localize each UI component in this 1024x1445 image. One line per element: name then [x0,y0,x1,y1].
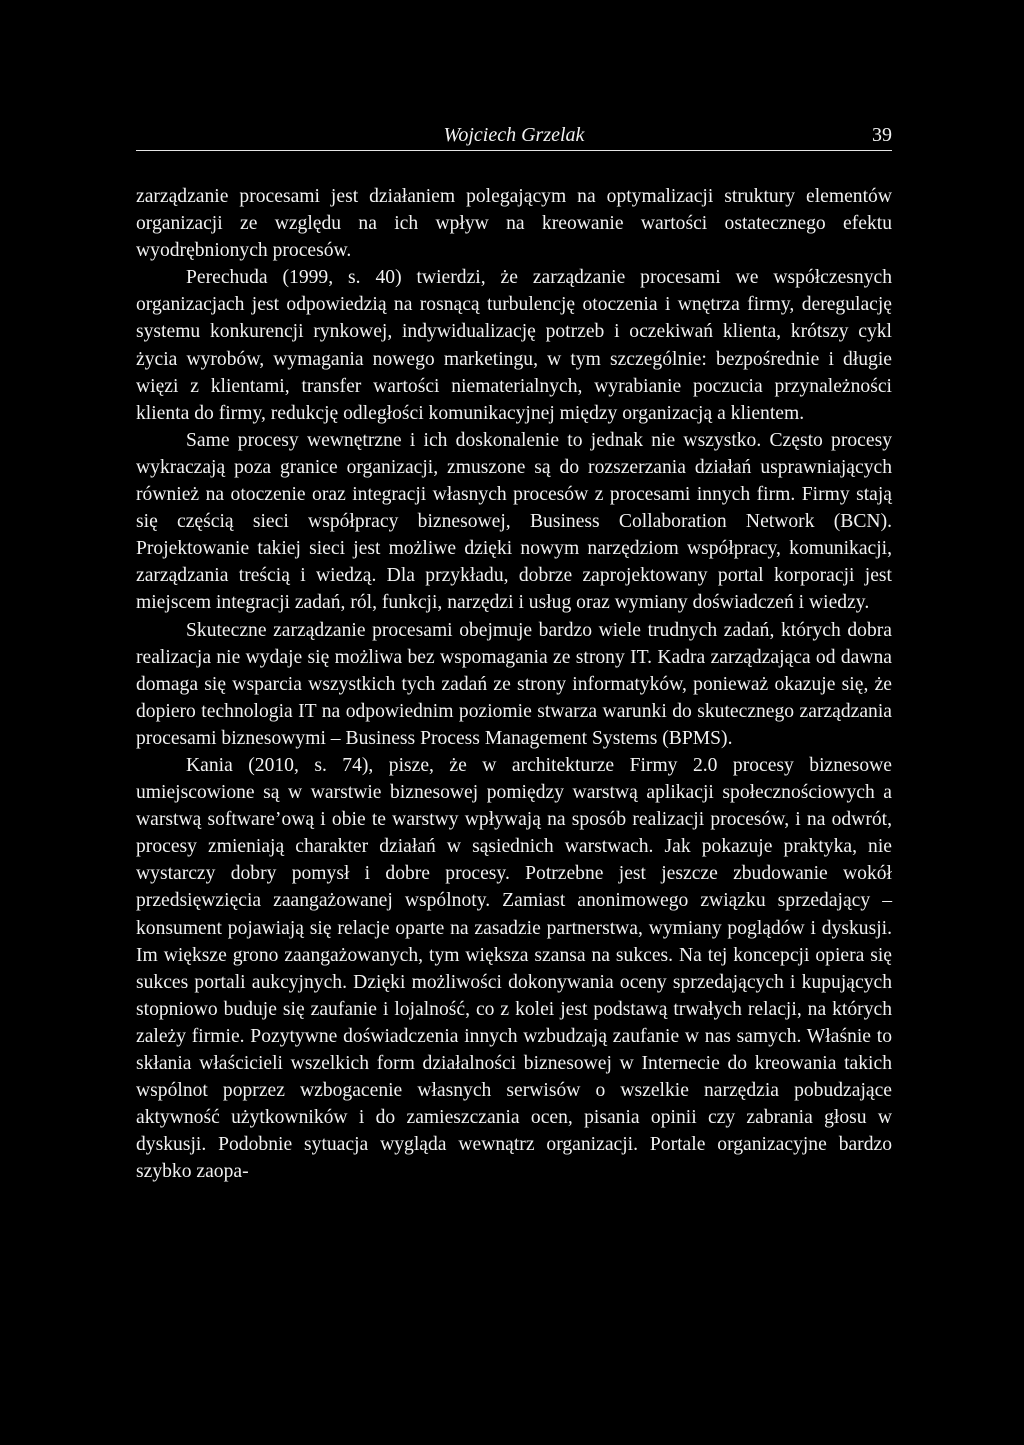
paragraph-continuation: zarządzanie procesami jest działaniem polegającym na optymalizacji struktury elementów organizacji ze względu na ich wpływ na kreowanie wartości ostatecznego efektu wyodrębnionych procesów. [136,186,892,262]
running-header [136,118,892,151]
paragraph-perechuda: Perechuda (1999, s. 40) twierdzi, że zarządzanie procesami we współczesnych organizacjach jest odpowiedzią na rosnącą turbulencję otoczenia i wnętrza firmy, deregulację systemu konkurencji rynkowej, indywidualizację potrzeb i oczekiwań klienta, krótszy cykl życia wyrobów, wymagania nowego marketingu, w tym szczególnie: bezpośrednie i długie więzi z klientami, transfer wartości niematerialnych, wyrabianie poczucia przynależności klienta do firmy, redukcję odległości komunikacyjnej między organizacją a klientem. [136,267,892,424]
paragraph-bpms: Skuteczne zarządzanie procesami obejmuje bardzo wiele trudnych zadań, których dobra realizacja nie wydaje się możliwa bez wspomagania ze strony IT. Kadra zarządzająca od dawna domaga się wsparcia wszystkich tych zadań ze strony informatyków, ponieważ okazuje się, że dopiero technologia IT na odpowiednim poziomie stwarza warunki do skutecznego zarządzania procesami biznesowymi – Business Process Management Systems (BPMS). [136,619,892,749]
document-page [136,118,892,1185]
header-author: Wojciech Grzelak [443,124,585,146]
page-number: 39 [872,124,892,146]
body-text [136,183,892,1185]
paragraph-kania: Kania (2010, s. 74), pisze, że w architekturze Firmy 2.0 procesy biznesowe umiejscowione są w warstwie biznesowej pomiędzy warstwą aplikacji społecznościowych a warstwą software’ową i obie te warstwy wpływają na sposób realizacji procesów, i na odwrót, procesy zmieniają charakter działań w sąsiednich warstwach. Jak pokazuje praktyka, nie wystarczy dobry pomysł i dobre procesy. Potrzebne jest jeszcze zbudowanie wokół przedsięwzięcia zaangażowanej wspólnoty. Zamiast anonimowego związku sprzedający – konsument pojawiają się relacje oparte na zasadzie partnerstwa, wymiany poglądów i dyskusji. Im większe grono zaangażowanych, tym większa szansa na sukces. Na tej koncepcji opiera się sukces portali aukcyjnych. Dzięki możliwości dokonywania oceny sprzedających i kupujących stopniowo buduje się zaufanie i lojalność, co z kolei jest podstawą trwałych relacji, na których zależy firmie. Pozytywne doświadczenia innych wzbudzają zaufanie w nas samych. Właśnie to skłania właścicieli wszelkich form działalności biznesowej w Internecie do kreowania takich wspólnot poprzez wzbogacenie własnych serwisów o wszelkie narzędzia pobudzające aktywność użytkowników i do zamieszczania ocen, pisania opinii czy zabrania głosu w dyskusji. Podobnie sytuacja wygląda wewnątrz organizacji. Portale organizacyjne bardzo szybko zaopa- [136,754,892,1183]
paragraph-internal-processes: Same procesy wewnętrzne i ich doskonalenie to jednak nie wszystko. Często procesy wykraczają poza granice organizacji, zmuszone są do rozszerzania działań usprawniających również na otoczenie oraz integracji własnych procesów z procesami innych firm. Firmy stają się częścią sieci współpracy biznesowej, Business Collaboration Network (BCN). Projektowanie takiej sieci jest możliwe dzięki nowym narzędziom współpracy, komunikacji, zarządzania treścią i wiedzą. Dla przykładu, dobrze zaprojektowany portal korporacji jest miejscem integracji zadań, ról, funkcji, narzędzi i usług oraz wymiany doświadczeń i wiedzy. [136,429,892,614]
